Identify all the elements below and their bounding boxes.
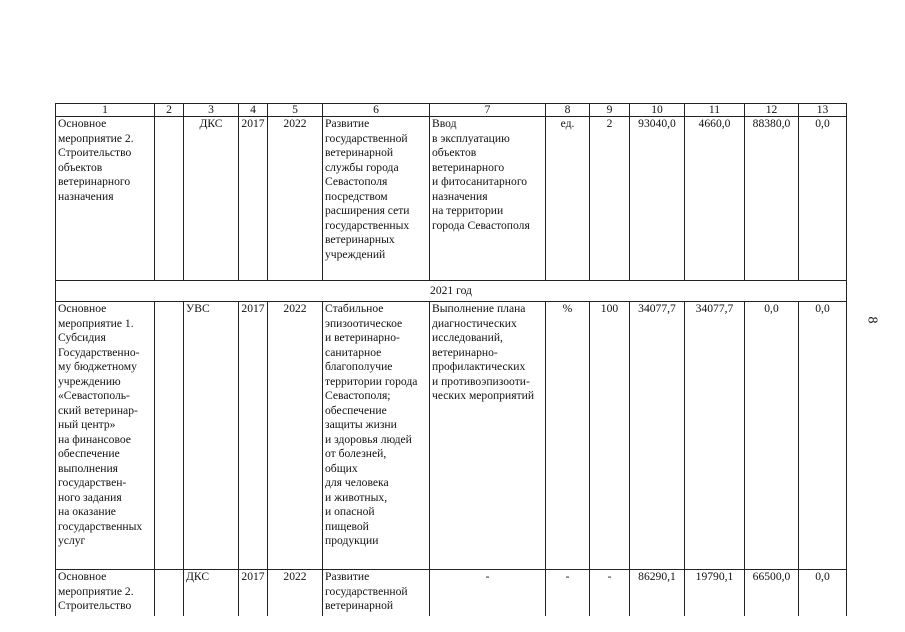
header-cell: 1 <box>56 104 155 117</box>
table-row <box>56 302 847 570</box>
header-cell: 13 <box>799 104 847 117</box>
expected-result-cell: Стабильное эпизоотическое и ветеринарно- санитарное благополучие территории города Севастополя; обеспечение защиты жизни и здоровья людей от болезней, общих для человека и животных, и опасной пищевой продукции <box>323 302 430 570</box>
funding-cell: 0,0 <box>799 302 847 570</box>
total-cell: 93040,0 <box>630 117 685 281</box>
unit-cell: % <box>546 302 590 570</box>
end-year-cell: 2022 <box>268 302 323 570</box>
unit-cell: ед. <box>546 117 590 281</box>
start-year-cell: 2017 <box>239 570 268 616</box>
header-cell: 7 <box>430 104 546 117</box>
expected-result-cell: Развитие государственной ветеринарной службы города Севастополя посредством расширения сети государственных ветеринарных учреждений <box>323 117 430 281</box>
expected-result-cell: Развитие государственной ветеринарной <box>323 570 430 616</box>
header-cell: 4 <box>239 104 268 117</box>
table-row <box>56 117 847 281</box>
funding-cell: 0,0 <box>745 302 799 570</box>
value-cell: 2 <box>590 117 630 281</box>
value-cell: - <box>590 570 630 616</box>
header-cell: 10 <box>630 104 685 117</box>
year-label: 2021 год <box>56 281 847 302</box>
table-row <box>56 570 847 616</box>
program-table <box>55 103 847 616</box>
header-cell: 8 <box>546 104 590 117</box>
header-cell: 3 <box>184 104 239 117</box>
header-cell: 5 <box>268 104 323 117</box>
funding-cell: 19790,1 <box>685 570 745 616</box>
executor-cell: УВС <box>184 302 239 570</box>
funding-cell: 34077,7 <box>685 302 745 570</box>
table-cell <box>155 117 184 281</box>
funding-cell: 4660,0 <box>685 117 745 281</box>
header-cell: 2 <box>155 104 184 117</box>
indicator-cell: Ввод в эксплуатацию объектов ветеринарного и фитосанитарного назначения на территории города Севастополя <box>430 117 546 281</box>
year-row <box>56 281 847 302</box>
value-cell: 100 <box>590 302 630 570</box>
executor-cell: ДКС <box>184 117 239 281</box>
header-row <box>56 104 847 117</box>
start-year-cell: 2017 <box>239 117 268 281</box>
header-cell: 12 <box>745 104 799 117</box>
total-cell: 34077,7 <box>630 302 685 570</box>
table-cell <box>155 302 184 570</box>
indicator-cell: - <box>430 570 546 616</box>
page-number: 8 <box>864 316 880 324</box>
indicator-cell: Выполнение плана диагностических исследований, ветеринарно- профилактических и противоэпизооти- ческих мероприятий <box>430 302 546 570</box>
start-year-cell: 2017 <box>239 302 268 570</box>
unit-cell: - <box>546 570 590 616</box>
end-year-cell: 2022 <box>268 117 323 281</box>
header-cell: 9 <box>590 104 630 117</box>
event-name-cell: Основное мероприятие 2. Строительство объектов ветеринарного назначения <box>56 117 155 281</box>
header-cell: 6 <box>323 104 430 117</box>
executor-cell: ДКС <box>184 570 239 616</box>
end-year-cell: 2022 <box>268 570 323 616</box>
funding-cell: 88380,0 <box>745 117 799 281</box>
event-name-cell: Основное мероприятие 1. Субсидия Государственно- му бюджетному учреждению «Севастополь- ский ветеринар- ный центр» на финансовое обеспечение выполнения государствен- ного задания на оказание государственных услуг <box>56 302 155 570</box>
table-cell <box>155 570 184 616</box>
event-name-cell: Основное мероприятие 2. Строительство <box>56 570 155 616</box>
funding-cell: 0,0 <box>799 570 847 616</box>
header-cell: 11 <box>685 104 745 117</box>
funding-cell: 0,0 <box>799 117 847 281</box>
total-cell: 86290,1 <box>630 570 685 616</box>
funding-cell: 66500,0 <box>745 570 799 616</box>
